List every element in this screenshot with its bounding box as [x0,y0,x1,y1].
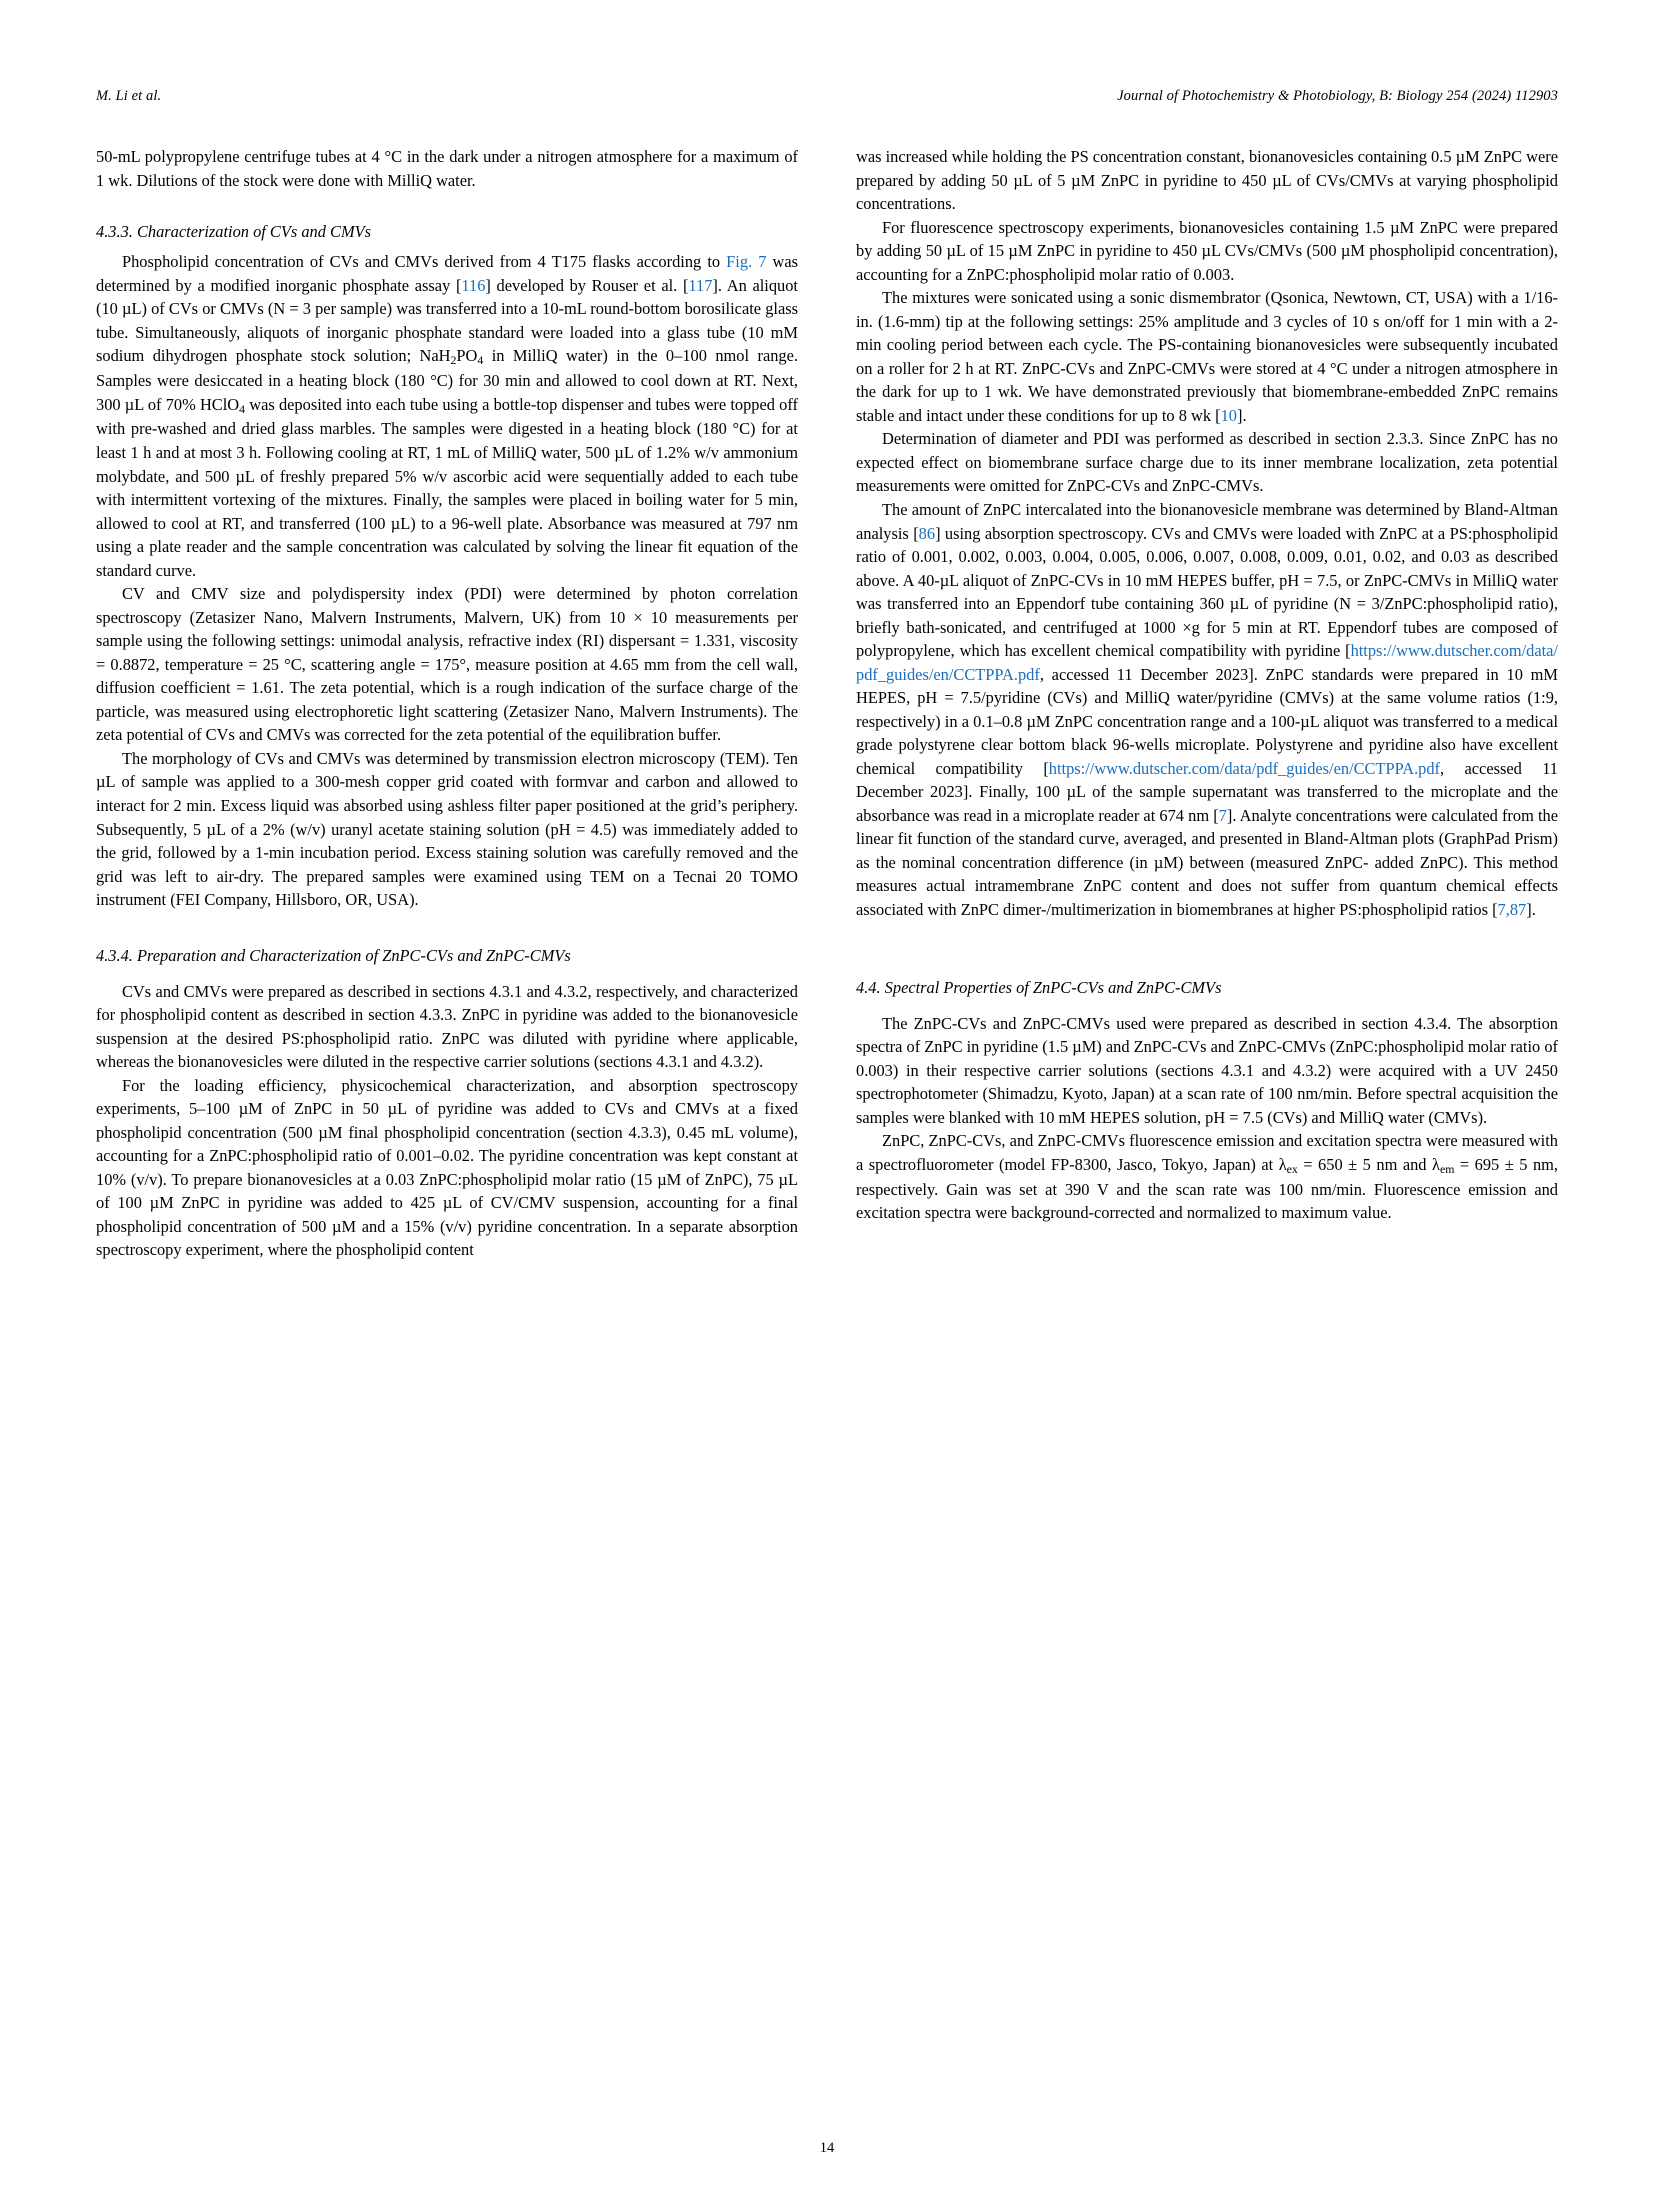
running-head-journal: Journal of Photochemistry & Photobiology, B: Biology 254 (2024) 112903 [1117,88,1558,104]
text-frag: ]. An aliquot (10 µL) of CVs or CMVs (N = 3 per sample) was transferred into a 10-mL round-bottom borosilicate glass tube. Simultaneously, aliquots of inorganic phosphate standard were loaded into a glass tube (10 mM sodium dihydrogen phosphate stock solution; NaH [96,275,798,366]
text-frag: , accessed 11 December 2023]. Finally, 100 µL of the sample supernatant was transferred to the microplate and the absorbance was read in a microplate reader at 674 nm [ [856,758,1558,825]
section-heading-4-3-4: 4.3.4. Preparation and Characterization of ZnPC-CVs and ZnPC-CMVs [96,945,571,965]
page-number: 14 [819,2140,835,2156]
subscript-ex: ex [1286,1161,1298,1176]
text-frag: in MilliQ water) in the 0–100 nmol range. Samples were desiccated in a heating block (180 °C) for 30 min and allowed to cool down at RT. Next, 300 µL of 70% HClO [96,346,798,414]
subscript-4: 4 [477,353,484,368]
running-head [96,88,1558,105]
paragraph-4-3-4-b: For the loading efficiency, physicochemical characterization, and absorption spectroscopy experiments, 5–100 µM of ZnPC in 50 µL of pyridine was added to CVs and CMVs at a fixed phospholipid concentration (500 µM final phospholipid concentration (section 4.3.3), 0.45 mL volume), accounting for a ZnPC:phospholipid ratio of 0.001–0.02. The pyridine concentration was kept constant at 10% (v/v). To prepare bionanovesicles at a 0.03 ZnPC:phospholipid molar ratio (15 µM of ZnPC), 75 µL of 100 µM ZnPC in pyridine was added to 425 µL of CV/CMV suspension, accounting for a final phospholipid concentration of 500 µM and a 15% (v/v) pyridine concentration. In a separate absorption spectroscopy experiment, where the phospholipid content [96,1075,798,1260]
citation-link-7[interactable]: 7 [1218,805,1227,825]
subscript-em: em [1439,1161,1455,1176]
paragraph-r-c [856,286,1558,427]
section-heading-4-3-3: 4.3.3. Characterization of CVs and CMVs [96,222,372,242]
paragraph-r-f: The ZnPC-CVs and ZnPC-CMVs used were prepared as described in section 4.3.4. The absorption spectra of ZnPC in pyridine (1.5 µM) and ZnPC-CVs and ZnPC-CMVs (ZnPC:phospholipid molar ratio of 0.003) in their respective carrier solutions (sections 4.3.1 and 4.3.2) were acquired with a UV 2450 spectrophotometer (Shimadzu, Kyoto, Japan) at a scan rate of 100 nm/min. Before spectral acquisition the samples were blanked with 10 mM HEPES solution, pH = 7.5 (CVs) and MilliQ water (CMVs). [856,1013,1558,1127]
paragraph-r-d: Determination of diameter and PDI was performed as described in section 2.3.3. Since ZnPC has no expected effect on biomembrane surface charge due to its inner membrane localization, zeta potential measurements were omitted for ZnPC-CVs and ZnPC-CMVs. [856,429,1558,496]
citation-link-10[interactable]: 10 [1220,405,1237,425]
paragraph-r-b: For fluorescence spectroscopy experiments, bionanovesicles containing 1.5 µM ZnPC were prepared by adding 50 µL of 15 µM ZnPC in pyridine to 450 µL CVs/CMVs (500 µM phospholipid concentration), accounting for a ZnPC:phospholipid molar ratio of 0.003. [856,217,1558,284]
text-frag: ] using absorption spectroscopy. CVs and CMVs were loaded with ZnPC at a PS:phospholipid ratio of 0.001, 0.002, 0.003, 0.004, 0.005, 0.006, 0.007, 0.008, 0.009, 0.01, 0.02, and 0.03 as described above. A 40-µL aliquot of ZnPC-CVs in 10 mM HEPES buffer, pH = 7.5, or ZnPC-CMVs in MilliQ water was transferred into an Eppendorf tube containing 360 µL of pyridine (N = 3/ZnPC:phospholipid ratio), briefly bath-sonicated, and centrifuged at 1000 ×g for 5 min at RT. Eppendorf tubes are composed of polypropylene, which has excellent chemical compatibility with pyridine [ [856,523,1558,661]
two-column-body [96,145,1558,1262]
section-heading-4-4: 4.4. Spectral Properties of ZnPC-CVs and ZnPC-CMVs [856,977,1222,997]
text-frag: was determined by a modified inorganic phosphate assay [ [96,252,798,295]
text-frag: ]. [1237,405,1247,425]
subscript-4b: 4 [239,401,246,416]
paragraph-4-3-3-a [96,250,798,582]
text-frag: ] developed by Rouser et al. [ [485,275,689,295]
citation-link-116[interactable]: 116 [461,275,486,295]
text-frag: , accessed 11 December 2023]. ZnPC standards were prepared in 10 mM HEPES, pH = 7.5/pyridine (CVs) and MilliQ water/pyridine (CMVs) at the same volume ratios (1:9, respectively) in a 0.1–0.8 µM ZnPC concentration range and a 100-µL aliquot was transferred to a medical grade polystyrene clear bottom black 96-wells microplate. Polystyrene and pyridine also have excellent chemical compatibility [ [856,664,1558,778]
left-column [96,145,798,1262]
page-footer [0,2140,1654,2157]
citation-link-117[interactable]: 117 [688,275,713,295]
text-frag: ZnPC, ZnPC-CVs, and ZnPC-CMVs fluorescence emission and excitation spectra were measured with a spectrofluorometer (model FP-8300, Jasco, Tokyo, Japan) at λ [856,1131,1558,1174]
text-frag: = 695 ± 5 nm, respectively. Gain was set at 390 V and the scan rate was 100 nm/min. Fluorescence emission and excitation spectra were background-corrected and normalized to maximum value. [856,1154,1558,1223]
external-link-cctppa-1[interactable]: https://www.dutscher.com/data/pdf_guides/en/CCTPPA.pdf [856,641,1558,684]
paragraph-continued: 50-mL polypropylene centrifuge tubes at 4 °C in the dark under a nitrogen atmosphere for a maximum of 1 wk. Dilutions of the stock were done with MilliQ water. [96,147,798,190]
subscript-2: 2 [450,353,457,368]
paragraph-r-a: was increased while holding the PS concentration constant, bionanovesicles containing 0.5 µM ZnPC were prepared by adding 50 µL of 5 µM ZnPC in pyridine to 450 µL of CVs/CMVs at varying phospholipid concentrations. [856,147,1558,214]
figure-link-fig7[interactable]: Fig. 7 [726,252,767,272]
text-frag: Phospholipid concentration of CVs and CMVs derived from 4 T175 flasks according to [122,252,727,272]
text-frag: ]. Analyte concentrations were calculated from the linear fit function of the standard curve, averaged, and presented in Bland-Altman plots (GraphPad Prism) as the nominal concentration difference (in µM) between (measured ZnPC- added ZnPC). This method measures actual intramembrane ZnPC content and does not suffer from quantum chemical effects associated with ZnPC dimer-/multimerization in biomembranes at higher PS:phospholipid ratios [ [856,805,1558,919]
citation-link-7-87[interactable]: 7,87 [1497,900,1527,919]
text-frag: The amount of ZnPC intercalated into the bionanovesicle membrane was determined by Bland-Altman analysis [ [856,499,1558,543]
paragraph-r-e [856,498,1558,922]
paragraph-4-3-3-b: CV and CMV size and polydispersity index (PDI) were determined by photon correlation spectroscopy (Zetasizer Nano, Malvern Instruments, Malvern, UK) from 10 × 10 measurements per sample using the following settings: unimodal analysis, refractive index (RI) dispersant = 1.331, viscosity = 0.8872, temperature = 25 °C, scattering angle = 175°, measure position at 4.65 mm from the cell wall, diffusion coefficient = 1.61. The zeta potential, which is a rough indication of the surface charge of the particle, was measured using electrophoretic light scattering (Zetasizer Nano, Malvern Instruments). The zeta potential of CVs and CMVs was corrected for the zeta potential of the equilibration buffer. [96,584,798,745]
paragraph-4-3-4-a: CVs and CMVs were prepared as described in sections 4.3.1 and 4.3.2, respectively, and characterized for phospholipid content as described in section 4.3.3. ZnPC in pyridine was added to the bionanovesicle suspension at the desired PS:phospholipid ratio. ZnPC was diluted with pyridine where applicable, whereas the bionanovesicles were diluted in the respective carrier solutions (sections 4.3.1 and 4.3.2). [96,981,798,1072]
text-frag: = 650 ± 5 nm and λ [1297,1154,1440,1174]
text-frag: was deposited into each tube using a bottle-top dispenser and tubes were topped off with pre-washed and dried glass marbles. The samples were digested in a heating block (180 °C) for at least 1 h and at most 3 h. Following cooling at RT, 1 mL of MilliQ water, 500 µL of 1.2% w/v ammonium molybdate, and 500 µL of freshly prepared 5% w/v ascorbic acid were sequentially added to each tube with intermittent vortexing of the mixtures. Finally, the samples were placed in boiling water for 5 min, allowed to cool at RT, and transferred (100 µL) to a 96-well plate. Absorbance was measured at 797 nm using a plate reader and the sample concentration was calculated by solving the linear fit equation of the standard curve. [96,394,799,580]
text-frag: The mixtures were sonicated using a sonic dismembrator (Qsonica, Newtown, CT, USA) with a 1/16-in. (1.6-mm) tip at the following settings: 25% amplitude and 3 cycles of 10 s on/off for 1 min with a 2-min cooling period between each cycle. The PS-containing bionanovesicles were subsequently incubated on a roller for 2 h at RT. ZnPC-CVs and ZnPC-CMVs were stored at 4 °C under a nitrogen atmosphere in the dark for up to 1 wk. We have demonstrated previously that biomembrane-embedded ZnPC remains stable and intact under these conditions for up to 8 wk [ [856,288,1558,425]
text-frag: PO [456,346,478,366]
citation-link-86[interactable]: 86 [918,523,936,543]
paragraph-r-g [856,1129,1558,1224]
text-frag: ]. [1526,900,1536,919]
external-link-cctppa-2[interactable]: https://www.dutscher.com/data/pdf_guides/en/CCTPPA.pdf [1048,758,1441,778]
paragraph-4-3-3-c: The morphology of CVs and CMVs was determined by transmission electron microscopy (TEM). Ten µL of sample was applied to a 300-mesh copper grid coated with formvar and carbon and allowed to interact for 2 min. Excess liquid was absorbed using ashless filter paper positioned at the grid’s periphery. Subsequently, 5 µL of a 2% (w/v) uranyl acetate staining solution (pH = 4.5) was immediately added to the grid, followed by a 1-min incubation period. Excess staining solution was carefully removed and the grid was left to air-dry. The prepared samples were examined using TEM on a Tecnai 20 TOMO instrument (FEI Company, Hillsboro, OR, USA). [96,748,798,910]
running-head-authors: M. Li et al. [96,88,162,104]
right-column [856,145,1558,1225]
